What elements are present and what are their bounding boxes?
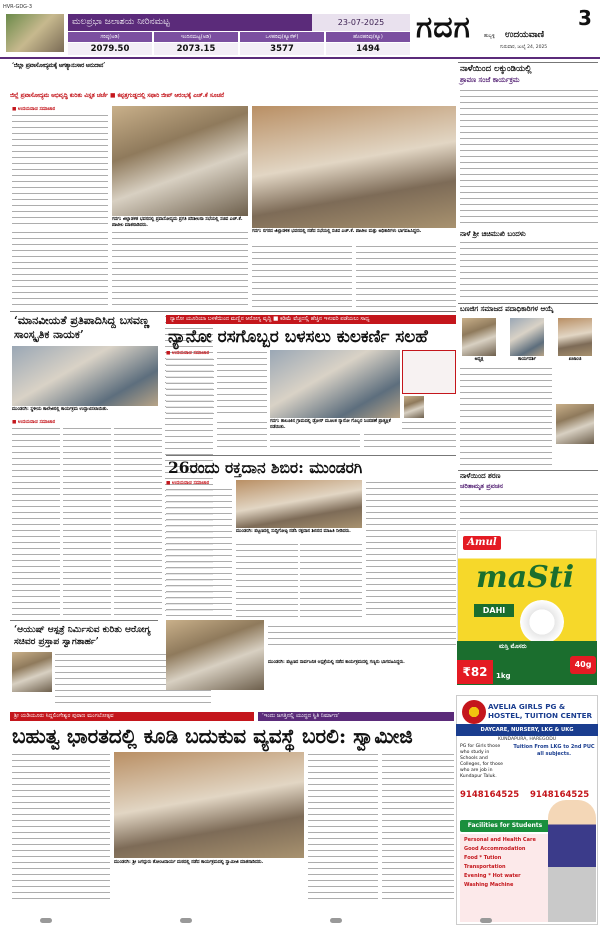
lead-byline: ■ ಉದಯವಾಣಿ ಸಮಾಚಾರ — [12, 107, 56, 112]
avelia-title: AVELIA GIRLS PG & HOSTEL, TUITION CENTER — [488, 702, 593, 720]
lead-body-col2 — [112, 230, 248, 308]
blood-caption-bottom: ಮುಂಡರಗಿ: ಪಟ್ಟಣದ ಸಾರ್ವಜನಿಕ ಆಸ್ಪತ್ರೆಯಲ್ಲಿ ನಡೆದ ಕಾರ್ಯಕ್ರಮದಲ್ಲಿ ಗಣ್ಯರು ಭಾಗವಹಿಸಿದ್ದರು. — [268, 660, 405, 665]
blood-body-col4 — [268, 624, 456, 648]
blood-body-col2a — [236, 542, 298, 622]
lead-body-col1 — [12, 113, 108, 227]
right-person3-photo — [558, 318, 592, 356]
nano-body-col4 — [364, 432, 456, 452]
right-divider-top — [458, 62, 598, 63]
right-head2: ನಾಳೆ ಶ್ರೀ ಚಿಚಿಮುಖಿ ಬಂದಳು — [460, 230, 526, 238]
right-body4 — [460, 492, 598, 526]
nano-byline: ■ ಉದಯವಾಣಿ ಸಮಾಚಾರ — [166, 351, 210, 356]
story2-body-col1 — [12, 426, 60, 616]
nano-headline: ನ್ಯಾನೋ ರಸಗೊಬ್ಬರ ಬಳಸಲು ಕುಲಕರ್ಣಿ ಸಲಹೆ — [168, 327, 428, 347]
blood-body-col2b — [300, 542, 362, 622]
lead-photo-left — [112, 106, 248, 216]
dam-col-label-inflow: ಒಳಹರಿವು(ಕ್ಯೂಸೆಕ್) — [240, 32, 324, 42]
right-body1 — [460, 88, 598, 226]
paper-prefix: ಹುಬ್ಬಳ್ಳಿ — [484, 34, 495, 39]
story2-headline: ‘ಮಾನವೀಯತೆ ಪ್ರತಿಪಾದಿಸಿದ್ದ ಬಸವಣ್ಣ ಸಾಂಸ್ಕೃತಿಕ ನಾಯಕ’ — [14, 314, 150, 341]
dam-col-value-inflow: 3577 — [240, 43, 324, 55]
right-divider-3 — [458, 470, 598, 471]
nano-body-col5 — [402, 420, 456, 432]
right-divider-2 — [458, 303, 598, 304]
avelia-tuition-text: Tuition From LKG to 2nd PUC all subjects. — [513, 744, 595, 757]
story3-photo — [12, 652, 52, 692]
facility-item: Personal and Health Care — [464, 837, 536, 843]
page-number: 3 — [578, 6, 592, 30]
blood-headline: 26ರಂದು ರಕ್ತದಾನ ಶಿಬಿರ: ಮುಂಡರಗಿ — [168, 458, 363, 477]
bottom-strip-right: ‘ಇಂದು ಜಗತ್ತಿನಲ್ಲಿ ಯುದ್ಧದ ಸ್ಥಿತಿ ನಿರ್ಮಾಣ’ — [258, 712, 454, 721]
right-body3 — [460, 366, 552, 466]
page-code: HVR-GDG-3 — [3, 4, 33, 10]
story2-photo — [12, 346, 158, 406]
facility-item: Good Accommodation — [464, 846, 526, 852]
nano-photo — [270, 350, 400, 418]
nano-body-col3 — [270, 432, 360, 452]
amul-product: maSti — [476, 560, 575, 595]
right-person3-label: ಖಜಾಂಚಿ — [568, 357, 582, 362]
right-body2 — [460, 240, 598, 300]
lead-caption-left: ಗದಗ: ಜಿಲ್ಲಾಡಳಿತ ಭವನದಲ್ಲಿ ಪ್ರವಾಸೋದ್ಯಮ ಪ್ರಗತಿ ಪರಿಶೀಲನಾ ಸಭೆಯಲ್ಲಿ ಸಚಿವ ಎಚ್.ಕೆ. ಪಾಟೀಲ ಮಾತನಾಡಿದರು. — [112, 217, 243, 228]
bottom-photo — [114, 752, 304, 858]
bottom-headline: ಬಹುತ್ವ ಭಾರತದಲ್ಲಿ ಕೂಡಿ ಬದುಕುವ ವ್ಯವಸ್ಥೆ ಬರಲಿ: ಸ್ವಾಮೀಜಿ — [12, 724, 413, 748]
facility-item: Food * Tution — [464, 855, 502, 861]
right-head4: ನಾಳೆಯಿಂದ ಶರಣ — [460, 472, 501, 480]
lead-caption-right: ಗದಗ: ನಗರದ ಜಿಲ್ಲಾಡಳಿತ ಭವನದಲ್ಲಿ ನಡೆದ ಸಭೆಯಲ್ಲಿ ಸಚಿವ ಎಚ್.ಕೆ. ಪಾಟೀಲ ಮತ್ತು ಅಧಿಕಾರಿಗಳು ಭಾಗವಹಿಸಿದ್ದರು. — [252, 229, 422, 234]
nano-body-col2b — [217, 420, 267, 452]
avelia-student-image — [548, 800, 596, 922]
issue-date: ಗುರುವಾರ, ಜುಲೈ 24, 2025 — [500, 45, 548, 50]
right-head1: ನಾಳೆಯಿಂದ ಲಕ್ಕುಂಡಿಯಲ್ಲಿ — [460, 64, 532, 74]
city-name: ಗದಗ — [416, 10, 471, 45]
dam-col-label-max: ಗರಿಷ್ಠ(ಅಡಿ) — [68, 32, 152, 42]
nano-body-col1 — [166, 357, 214, 417]
nano-quote-box — [402, 350, 456, 394]
avelia-band: DAYCARE, NURSERY, LKG & UKG — [456, 724, 598, 736]
avelia-phone1: 9148164525 — [460, 790, 520, 800]
dam-col-value-max: 2079.50 — [68, 43, 152, 55]
amul-weight: 1kg — [496, 672, 511, 680]
right-person1-label: ಅಧ್ಯಕ್ಷ — [474, 357, 484, 362]
bottom-body-col4 — [382, 752, 454, 902]
blood-body-col3 — [366, 480, 456, 620]
lead-divider — [10, 311, 456, 312]
story3-headline: ‘ಆಯುಷ್ ಆಸ್ಪತ್ರೆ ನಿರ್ಮಿಸುವ ಕುರಿತು ಆರೋಗ್ಯ ಸಚಿವರ ಪ್ರಸ್ತಾಪ ಸ್ವಾಗತಾರ್ಹ’ — [14, 625, 151, 647]
story2-byline: ■ ಉದಯವಾಣಿ ಸಮಾಚಾರ — [12, 420, 56, 425]
bottom-caption: ಮುಂಡರಗಿ: ಶ್ರೀ ಜಗದ್ಗುರು ತೋಂಟದಾರ್ಯ ಮಠದಲ್ಲಿ ನಡೆದ ಕಾರ್ಯಕ್ರಮದಲ್ಲಿ ಸ್ವಾಮೀಜಿ ಮಾತನಾಡಿದರು. — [114, 860, 264, 865]
newspaper-name: ಉದಯವಾಣಿ — [505, 30, 545, 40]
right-head1b: ಶ್ರಾವಣ ಸಂಜೆ ಕಾರ್ಯಕ್ರಮ — [460, 76, 520, 84]
blood-photo-bottom — [166, 620, 264, 690]
nano-strip: ನ್ಯಾನೋ ಯೂರಿಯಾ ಬಳಕೆಯಿಂದ ಮಣ್ಣಿನ ಆರೋಗ್ಯ ವೃದ್ಧಿ ■ ಕಡಿಮೆ ವೆಚ್ಚದಲ್ಲಿ ಹೆಚ್ಚಿನ ಇಳುವರಿ ಪಡೆಯಲು ಸಾಧ್ಯ — [166, 315, 456, 324]
dam-col-value-today: 2073.15 — [154, 43, 238, 55]
avelia-location: KUNDAPURA, HAREGODU — [497, 737, 557, 742]
avelia-phone2: 9148164525 — [530, 790, 590, 800]
bottom-body-col1 — [12, 752, 110, 902]
lead-headline: ‘ಜಿಲ್ಲಾ ಪ್ರವಾಸೋದ್ಯಮಕ್ಕೆ ಅಗತ್ಯಾನುಸಾರ ಅನುದಾನ’ — [12, 62, 105, 69]
blood-photo-top — [236, 480, 362, 528]
nano-caption: ಗದಗ: ತಾಲೂಕಿನ ಗ್ರಾಮದಲ್ಲಿ ಡ್ರೋನ್ ಮೂಲಕ ನ್ಯಾನೋ ಗೊಬ್ಬರ ಸಿಂಪಡಣೆ ಪ್ರಾತ್ಯಕ್ಷಿಕೆ ನಡೆಯಿತು. — [270, 419, 391, 430]
registration-mark — [330, 918, 342, 923]
dam-col-value-outflow: 1494 — [326, 43, 410, 55]
blood-divider — [166, 455, 456, 456]
header-divider — [0, 57, 600, 59]
avelia-facilities-label: Facilities for Students — [460, 820, 550, 832]
story2-body-col3 — [114, 426, 162, 616]
lead-body-col4 — [356, 244, 456, 308]
facility-item: Washing Machine — [464, 882, 514, 888]
blood-caption-top: ಮುಂಡರಗಿ: ಪಟ್ಟಣದಲ್ಲಿ ಸುದ್ದಿಗೋಷ್ಠಿ ನಡೆಸಿ ರಕ್ತದಾನ ಶಿಬಿರದ ಮಾಹಿತಿ ನೀಡಿದರು. — [236, 529, 351, 534]
facility-item: Transportation — [464, 864, 506, 870]
registration-mark — [40, 918, 52, 923]
dam-level-label: ಮಲಪ್ರಭಾ ಜಲಾಶಯ ನೀರಿನಮಟ್ಟ — [68, 14, 410, 31]
story3-divider — [10, 620, 158, 621]
lead-body-col1b — [12, 230, 108, 308]
right-person4-photo — [556, 404, 594, 444]
dam-col-label-outflow: ಹೊರಹರಿವು(ಕ್ಯೂ) — [326, 32, 410, 42]
amul-price: ₹82 — [457, 660, 493, 684]
registration-mark — [480, 918, 492, 923]
avelia-pg-text: PG for Girls those who study in Schools and Colleges, for those who are job in Kundapur Taluk. — [460, 744, 503, 779]
story2-body-col2 — [63, 426, 111, 616]
nano-author-photo — [404, 396, 424, 418]
right-person2-label: ಕಾರ್ಯದರ್ಶಿ — [517, 357, 537, 362]
nano-body-col2 — [217, 350, 267, 417]
lead-photo-right — [252, 106, 456, 228]
right-head4b: ಚರಿತಾಮೃತ ಪ್ರವಚನ — [460, 482, 503, 490]
right-person2-photo — [510, 318, 544, 356]
amul-tagline: ಮಸ್ತಿ ಮೊಸರು — [499, 643, 527, 650]
right-person1-photo — [462, 318, 496, 356]
avelia-facilities-list — [460, 834, 550, 922]
dahi-cup-image — [520, 600, 564, 644]
avelia-logo — [462, 700, 486, 724]
bottom-strip-left: ಶ್ರೀ ಯಡಿಯೂರು ಸಿದ್ದಲಿಂಗೇಶ್ವರ ಪುರಾಣ ಮಂಗಲೋತ್ಸವ — [10, 712, 254, 721]
facility-item: Evening * Hot water — [464, 873, 521, 879]
lead-body-col3 — [252, 244, 352, 308]
amul-variant: DAHI — [474, 604, 514, 617]
bottom-body-col3 — [308, 752, 378, 902]
registration-mark — [180, 918, 192, 923]
blood-byline: ■ ಉದಯವಾಣಿ ಸಮಾಚಾರ — [166, 481, 210, 486]
right-head3: ಬಣಜಿಗ ಸಮಾಜದ ಪದಾಧಿಕಾರಿಗಳ ಆಯ್ಕೆ — [460, 305, 554, 313]
amul-logo: Amul — [463, 536, 501, 550]
dam-col-label-today: ಇಂದಿನಮಟ್ಟ(ಅಡಿ) — [154, 32, 238, 42]
amul-pack: 40g — [570, 656, 596, 674]
lead-subhead: ಜಿಲ್ಲೆ ಪ್ರವಾಸೋದ್ಯಮ ಅಭಿವೃದ್ಧಿ ಕುರಿತು ವಿಸ್ತೃತ ಚರ್ಚೆ ■ ಕಪ್ಪತ್ತಗುಡ್ಡದಲ್ಲಿ ಸಫಾರಿ ಜೀಪ್ ಆರಂಭಕ್ಕೆ ಎಚ್.ಕೆ ಸೂಚನೆ — [10, 93, 224, 99]
blood-body-col1 — [166, 487, 232, 617]
story2-caption: ಮುಂಡರಗಿ: ಸ್ಥಳೀಯ ಕಾಲೇಜಿನಲ್ಲಿ ಕಾರ್ಯಕ್ರಮ ಉದ್ಘಾಟಿಸಲಾಯಿತು. — [12, 407, 109, 412]
dam-date: 23-07-2025 — [312, 14, 410, 31]
dam-photo — [6, 14, 64, 52]
